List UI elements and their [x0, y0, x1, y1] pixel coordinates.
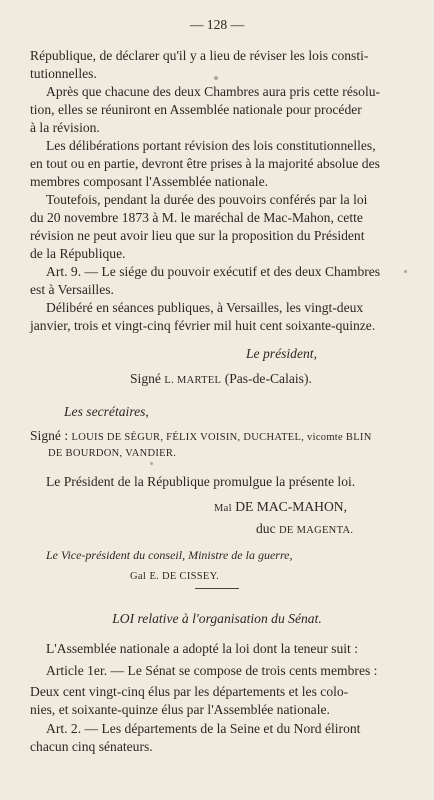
text-line: membres composant l'Assemblée nationale. — [30, 174, 269, 189]
section-divider — [195, 588, 239, 589]
title-name: DE MAGENTA. — [279, 525, 354, 536]
law-line: nies, et soixante-quinze élus par l'Assemblée nationale. — [30, 702, 330, 717]
text-line: Après que chacune des deux Chambres aura pris cette résolu- — [46, 84, 381, 99]
law-line: Deux cent vingt-cinq élus par les départements et les colo- — [30, 684, 349, 699]
macmahon-title — [256, 521, 353, 539]
law-line: chacun cinq sénateurs. — [30, 739, 153, 754]
secretaries-names-continued: DE BOURDON, VANDIER. — [48, 448, 177, 459]
secretaries-title: Les secrétaires, — [64, 404, 149, 419]
president-title: Le président, — [246, 346, 317, 361]
law-title: LOI relative à l'organisation du Sénat. — [112, 611, 322, 626]
text-line: révision ne peut avoir lieu que sur la proposition du Président — [30, 228, 365, 243]
signature-prefix: Signé : — [30, 428, 69, 443]
text-line: tutionnelles. — [30, 66, 97, 81]
text-line: est à Versailles. — [30, 282, 114, 297]
page-number: — 128 — — [189, 17, 245, 32]
text-line: à la révision. — [30, 120, 100, 135]
macmahon-name: DE MAC-MAHON, — [235, 499, 348, 514]
text-line: Toutefois, pendant la durée des pouvoirs conférés par la loi — [46, 192, 368, 207]
text-line: République, de déclarer qu'il y a lieu de réviser les lois consti- — [30, 48, 369, 63]
text-line: tion, elles se réuniront en Assemblée nationale pour procéder — [30, 102, 362, 117]
law-line: Article 1er. — Le Sénat se compose de trois cents membres : — [46, 663, 378, 678]
text-line: Délibéré en séances publiques, à Versailles, les vingt-deux — [46, 300, 364, 315]
text-line: Art. 9. — Le siége du pouvoir exécutif et des deux Chambres — [46, 264, 381, 279]
paper-speck — [404, 270, 407, 273]
text-line: en tout ou en partie, devront être prises à la majorité absolue des — [30, 156, 380, 171]
vice-president-line: Le Vice-président du conseil, Ministre de la guerre, — [46, 548, 293, 562]
promulgation-line: Le Président de la République promulgue la présente loi. — [46, 474, 356, 489]
law-line: Art. 2. — Les départements de la Seine et du Nord éliront — [46, 721, 361, 736]
president-name: L. MARTEL — [164, 375, 222, 386]
signature-prefix: Signé — [130, 371, 161, 386]
president-signature — [130, 371, 312, 389]
cissey-name: E. DE CISSEY. — [149, 571, 220, 582]
paper-speck — [214, 76, 218, 80]
text-line: du 20 novembre 1873 à M. le maréchal de Mac-Mahon, cette — [30, 210, 363, 225]
president-suffix: (Pas-de-Calais). — [224, 371, 312, 386]
cissey-signature — [130, 567, 219, 585]
text-line: janvier, trois et vingt-cinq février mil huit cent soixante-quinze. — [30, 318, 376, 333]
text-line: Les délibérations portant révision des lois constitutionnelles, — [46, 138, 376, 153]
secretaries-line — [30, 428, 372, 446]
law-line: L'Assemblée nationale a adopté la loi dont la teneur suit : — [46, 641, 358, 656]
secretaries-names: LOUIS DE SÉGUR, FÉLIX VOISIN, DUCHATEL, vicomte BLIN — [71, 432, 372, 443]
text-line: de la République. — [30, 246, 126, 261]
title-prefix: duc — [256, 521, 276, 536]
rank-abbrev: Mal — [214, 503, 232, 514]
paper-speck — [150, 462, 153, 465]
rank-abbrev: Gal — [130, 571, 147, 582]
macmahon-signature — [214, 499, 347, 517]
